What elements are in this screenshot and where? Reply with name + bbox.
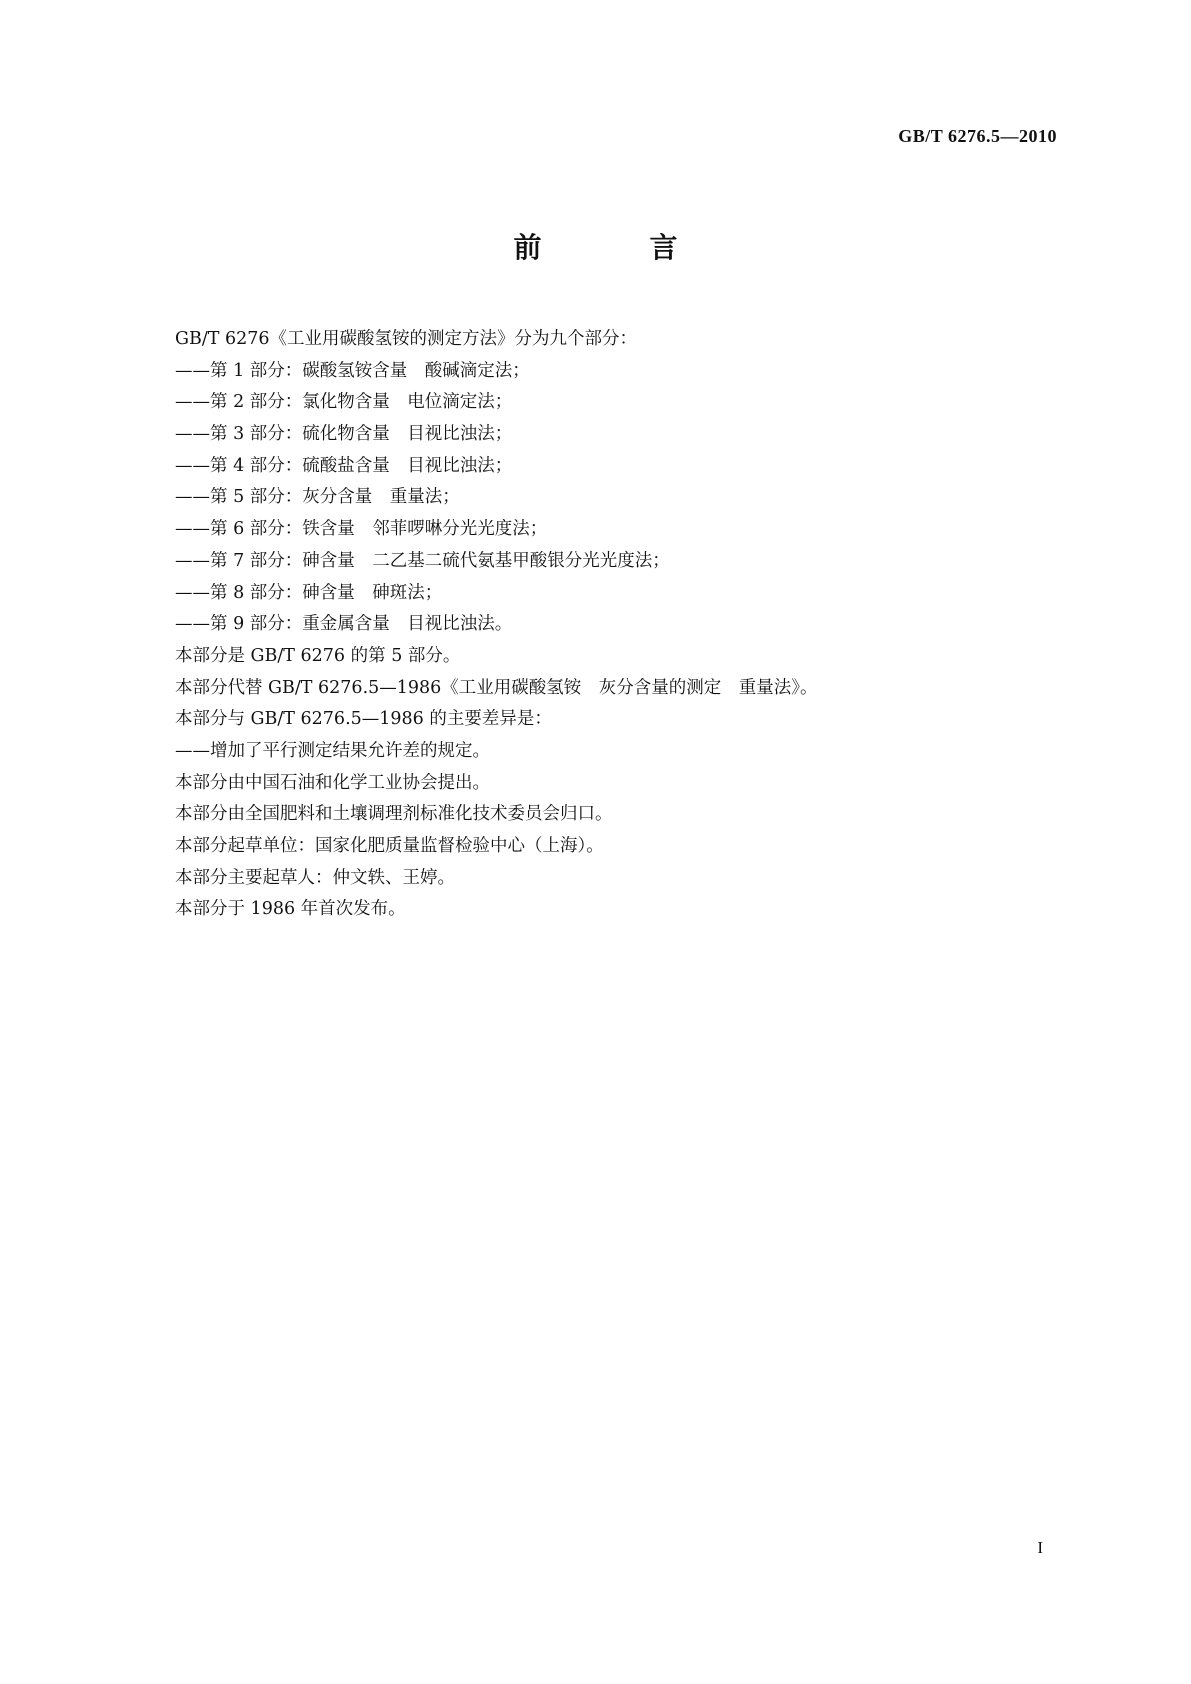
- part-list-item-6: ——第 6 部分：铁含量 邻菲啰啉分光光度法；: [175, 519, 548, 540]
- page-number: I: [1037, 1538, 1043, 1557]
- part-list-item-8: ——第 8 部分：砷含量 砷斑法；: [175, 582, 443, 603]
- committee-statement: 本部分由全国肥料和土壤调理剂标准化技术委员会归口。: [175, 804, 613, 825]
- part-list-item-2: ——第 2 部分：氯化物含量 电位滴定法；: [175, 392, 513, 413]
- difference-item: ——增加了平行测定结果允许差的规定。: [175, 740, 490, 761]
- foreword-intro-line: GB/T 6276《工业用碳酸氢铵的测定方法》分为九个部分：: [175, 329, 638, 349]
- page-title: 前 言: [513, 231, 718, 264]
- part-list-item-9: ——第 9 部分：重金属含量 目视比浊法。: [175, 614, 513, 635]
- part-list-item-1: ——第 1 部分：碳酸氢铵含量 酸碱滴定法；: [175, 360, 530, 381]
- drafters-statement: 本部分主要起草人：仲文轶、王婷。: [175, 867, 455, 888]
- drafting-unit-statement: 本部分起草单位：国家化肥质量监督检验中心（上海）。: [175, 836, 604, 856]
- part-list-item-5: ——第 5 部分：灰分含量 重量法；: [175, 487, 460, 508]
- differences-intro: 本部分与 GB/T 6276.5—1986 的主要差异是：: [175, 709, 552, 730]
- first-issue-statement: 本部分于 1986 年首次发布。: [175, 899, 406, 920]
- standard-code: GB/T 6276.5—2010: [898, 126, 1057, 146]
- part-list-item-4: ——第 4 部分：硫酸盐含量 目视比浊法；: [175, 455, 513, 476]
- foreword-body: [175, 324, 1055, 926]
- part-list-item-3: ——第 3 部分：硫化物含量 目视比浊法；: [175, 424, 513, 445]
- part-list-item-7: ——第 7 部分：砷含量 二乙基二硫代氨基甲酸银分光光度法；: [175, 550, 670, 571]
- proposer-statement: 本部分由中国石油和化学工业协会提出。: [175, 772, 490, 793]
- replacement-statement: 本部分代替 GB/T 6276.5—1986《工业用碳酸氢铵 灰分含量的测定 重量法》。: [175, 677, 818, 698]
- part-statement: 本部分是 GB/T 6276 的第 5 部分。: [175, 645, 461, 666]
